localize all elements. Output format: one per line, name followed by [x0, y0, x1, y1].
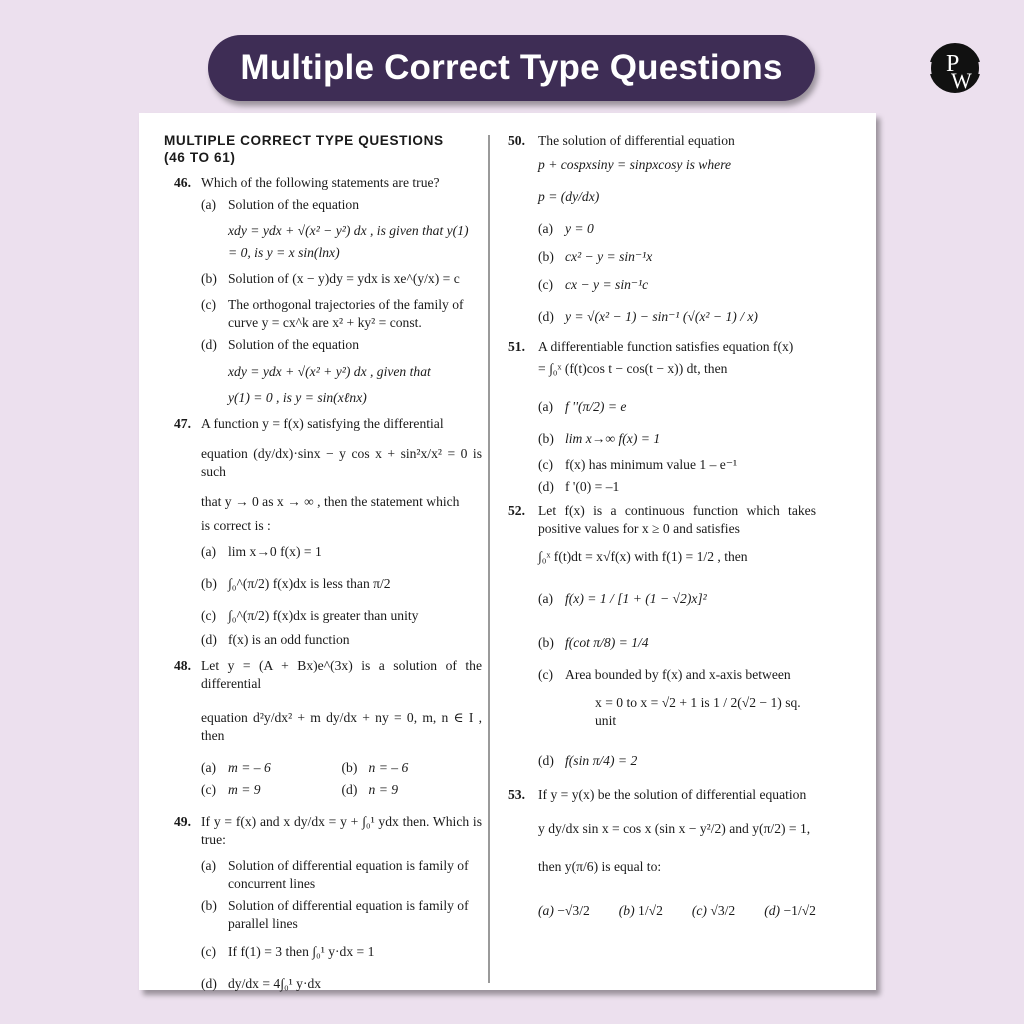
question-47	[164, 415, 482, 649]
option-label: (b)	[538, 635, 554, 650]
question-stem: If y = y(x) be the solution of differential equation	[538, 787, 807, 802]
options-grid	[201, 755, 482, 799]
question-number: 53.	[508, 787, 525, 802]
option-label: (a)	[201, 858, 217, 873]
option-text: 1/√2	[638, 903, 663, 918]
option-label: (c)	[201, 297, 217, 312]
option-c[interactable]	[201, 781, 342, 799]
option-text: y = 0	[565, 221, 594, 236]
question-stem: A differentiable function satisfies equation f(x)	[538, 339, 794, 354]
question-stem: The solution of differential equation	[538, 133, 735, 148]
question-stem-equation: ∫₀ˣ f(t)dt = x√f(x) with f(1) = 1/2 , then	[538, 549, 748, 564]
option-text: −1/√2	[783, 903, 816, 918]
option-text: f(x) is an odd function	[228, 632, 350, 647]
option-text: n = – 6	[368, 760, 409, 775]
option-b[interactable]	[538, 634, 816, 652]
question-50	[508, 132, 816, 326]
option-label: (b)	[618, 903, 635, 918]
option-text: f(x) has minimum value 1 – e⁻¹	[565, 457, 738, 472]
option-label: (a)	[538, 221, 554, 236]
option-label: (d)	[538, 479, 554, 494]
option-label: (a)	[201, 544, 217, 559]
option-text: ∫₀^(π/2) f(x)dx is less than π/2	[228, 576, 391, 591]
option-label: (c)	[538, 457, 554, 472]
question-number: 52.	[508, 503, 525, 518]
option-text: f(cot π/8) = 1/4	[565, 635, 649, 650]
option-text: ∫₀^(π/2) f(x)dx is greater than unity	[228, 608, 419, 623]
option-b[interactable]	[538, 248, 816, 266]
question-stem-equation: equation (dy/dx)·sinx − y cos x + sin²x/x² = 0 is such	[201, 446, 482, 479]
option-c[interactable]	[201, 296, 482, 332]
option-equation: xdy = ydx + √(x² − y²) dx , is given that y(1)	[228, 223, 469, 238]
page-title: Multiple Correct Type Questions	[240, 48, 783, 87]
question-stem: Let f(x) is a continuous function which takes positive values for x ≥ 0 and satisfies	[538, 503, 816, 536]
option-d[interactable]	[764, 902, 816, 920]
option-a[interactable]	[201, 857, 482, 893]
option-d[interactable]	[201, 336, 482, 407]
option-b[interactable]	[342, 759, 483, 777]
option-text: If f(1) = 3 then ∫₀¹ y·dx = 1	[228, 944, 375, 959]
question-stem-cont: that y → 0 as x → ∞ , then the statement which	[201, 494, 460, 509]
option-b[interactable]	[201, 270, 482, 288]
option-d[interactable]	[342, 781, 483, 799]
option-text: The orthogonal trajectories of the family of curve y = cx^k are x² + ky² = const.	[228, 297, 464, 330]
option-c[interactable]	[538, 276, 816, 294]
question-number: 50.	[508, 133, 525, 148]
option-text: −√3/2	[557, 903, 590, 918]
section-heading	[164, 132, 482, 166]
option-d[interactable]	[538, 752, 816, 770]
option-label: (a)	[538, 903, 554, 918]
option-label: (d)	[201, 337, 217, 352]
question-stem: Let y = (A + Bx)e^(3x) is a solution of the differential	[201, 658, 482, 691]
question-number: 51.	[508, 339, 525, 354]
options-row	[538, 902, 816, 920]
option-text: cx² − y = sin⁻¹x	[565, 249, 653, 264]
option-label: (a)	[201, 760, 217, 775]
option-text: lim x→∞ f(x) = 1	[565, 431, 661, 446]
question-number: 46.	[174, 175, 191, 190]
option-a[interactable]	[201, 196, 482, 262]
option-label: (b)	[538, 249, 554, 264]
option-text: f ''(π/2) = e	[565, 399, 627, 414]
question-stem: A function y = f(x) satisfying the differential	[201, 416, 444, 431]
option-text: f(sin π/4) = 2	[565, 753, 638, 768]
option-text: dy/dx = 4∫₀¹ y·dx	[228, 976, 322, 991]
option-text: Solution of differential equation is family of concurrent lines	[228, 858, 469, 891]
question-stem-definition: p = (dy/dx)	[538, 189, 600, 204]
option-b[interactable]	[619, 902, 663, 920]
option-label: (b)	[538, 431, 554, 446]
option-c[interactable]	[538, 456, 816, 474]
option-a[interactable]	[538, 590, 816, 608]
option-label: (d)	[341, 782, 358, 797]
option-equation: x = 0 to x = √2 + 1 is 1 / 2(√2 − 1) sq. unit	[595, 695, 801, 728]
option-text: Solution of the equation	[228, 337, 360, 352]
option-c[interactable]	[201, 607, 482, 625]
option-d[interactable]	[538, 308, 816, 326]
question-52	[508, 502, 816, 770]
option-text: cx − y = sin⁻¹c	[565, 277, 649, 292]
section-title: MULTIPLE CORRECT TYPE QUESTIONS	[164, 133, 444, 148]
option-label: (a)	[538, 399, 554, 414]
option-a[interactable]	[538, 902, 590, 920]
section-range: (46 TO 61)	[164, 150, 236, 165]
right-column	[508, 132, 816, 926]
option-label: (a)	[538, 591, 554, 606]
option-b[interactable]	[538, 430, 816, 448]
option-text: m = 9	[228, 782, 261, 797]
option-label: (d)	[201, 632, 217, 647]
option-label: (d)	[538, 309, 554, 324]
option-text: lim x→0 f(x) = 1	[228, 544, 322, 559]
option-text: n = 9	[368, 782, 399, 797]
question-number: 49.	[174, 814, 191, 829]
option-a[interactable]	[201, 543, 482, 561]
option-text: y = √(x² − 1) − sin⁻¹ (√(x² − 1) / x)	[565, 309, 758, 324]
pw-logo-icon	[925, 38, 985, 98]
option-text: m = – 6	[228, 760, 271, 775]
option-text: Solution of the equation	[228, 197, 360, 212]
option-equation-cont: = 0, is y = x sin(lnx)	[228, 245, 340, 260]
option-d[interactable]	[538, 478, 816, 496]
option-c[interactable]	[201, 943, 482, 961]
question-51	[508, 338, 816, 496]
option-a[interactable]	[538, 220, 816, 238]
option-label: (c)	[201, 608, 217, 623]
option-label: (d)	[201, 976, 217, 991]
question-53	[508, 786, 816, 920]
question-stem-end: is correct is :	[201, 518, 271, 533]
option-text: Solution of differential equation is family of parallel lines	[228, 898, 469, 931]
option-a[interactable]	[201, 759, 342, 777]
question-49	[164, 813, 482, 993]
option-equation: xdy = ydx + √(x² + y²) dx , given that	[228, 364, 431, 379]
option-c[interactable]	[692, 902, 735, 920]
option-a[interactable]	[538, 398, 816, 416]
option-label: (b)	[341, 760, 358, 775]
option-label: (b)	[201, 271, 217, 286]
option-b[interactable]	[201, 575, 482, 593]
option-text: Area bounded by f(x) and x-axis between	[565, 667, 791, 682]
option-label: (c)	[201, 944, 217, 959]
option-c[interactable]	[538, 666, 816, 730]
question-stem: If y = f(x) and x dy/dx = y + ∫₀¹ ydx then. Which is true:	[201, 814, 482, 847]
option-label: (c)	[538, 277, 554, 292]
option-d[interactable]	[201, 975, 482, 993]
question-stem-end: then y(π/6) is equal to:	[538, 859, 662, 874]
option-label: (c)	[691, 903, 707, 918]
question-46	[164, 174, 482, 407]
option-equation-cont: y(1) = 0 , is y = sin(xℓnx)	[228, 390, 367, 405]
question-number: 48.	[174, 658, 191, 673]
option-text: f(x) = 1 / [1 + (1 − √2)x]²	[565, 591, 707, 606]
option-label: (b)	[201, 576, 217, 591]
title-banner	[208, 35, 815, 101]
question-stem-equation: = ∫₀ˣ (f(t)cos t − cos(t − x)) dt, then	[538, 361, 728, 376]
svg-text:W: W	[951, 68, 972, 93]
option-label: (c)	[538, 667, 554, 682]
left-column	[164, 132, 482, 999]
question-number: 47.	[174, 416, 191, 431]
option-label: (d)	[764, 903, 781, 918]
column-divider	[488, 135, 490, 983]
option-text: √3/2	[710, 903, 736, 918]
option-d[interactable]	[201, 631, 482, 649]
option-text: f '(0) = –1	[565, 479, 620, 494]
option-label: (d)	[538, 753, 554, 768]
option-label: (c)	[201, 782, 217, 797]
option-label: (a)	[201, 197, 217, 212]
question-48	[164, 657, 482, 799]
question-stem-equation: y dy/dx sin x = cos x (sin x − y²/2) and y(π/2) = 1,	[538, 821, 811, 836]
question-stem-equation: equation d²y/dx² + m dy/dx + ny = 0, m, n ∈ I , then	[201, 710, 482, 743]
question-stem: Which of the following statements are true?	[201, 175, 440, 190]
question-stem-equation: p + cospxsiny = sinpxcosy is where	[538, 157, 732, 172]
option-text: Solution of (x − y)dy = ydx is xe^(y/x) = c	[228, 271, 460, 286]
option-b[interactable]	[201, 897, 482, 933]
option-label: (b)	[201, 898, 217, 913]
svg-text:P: P	[946, 51, 960, 77]
